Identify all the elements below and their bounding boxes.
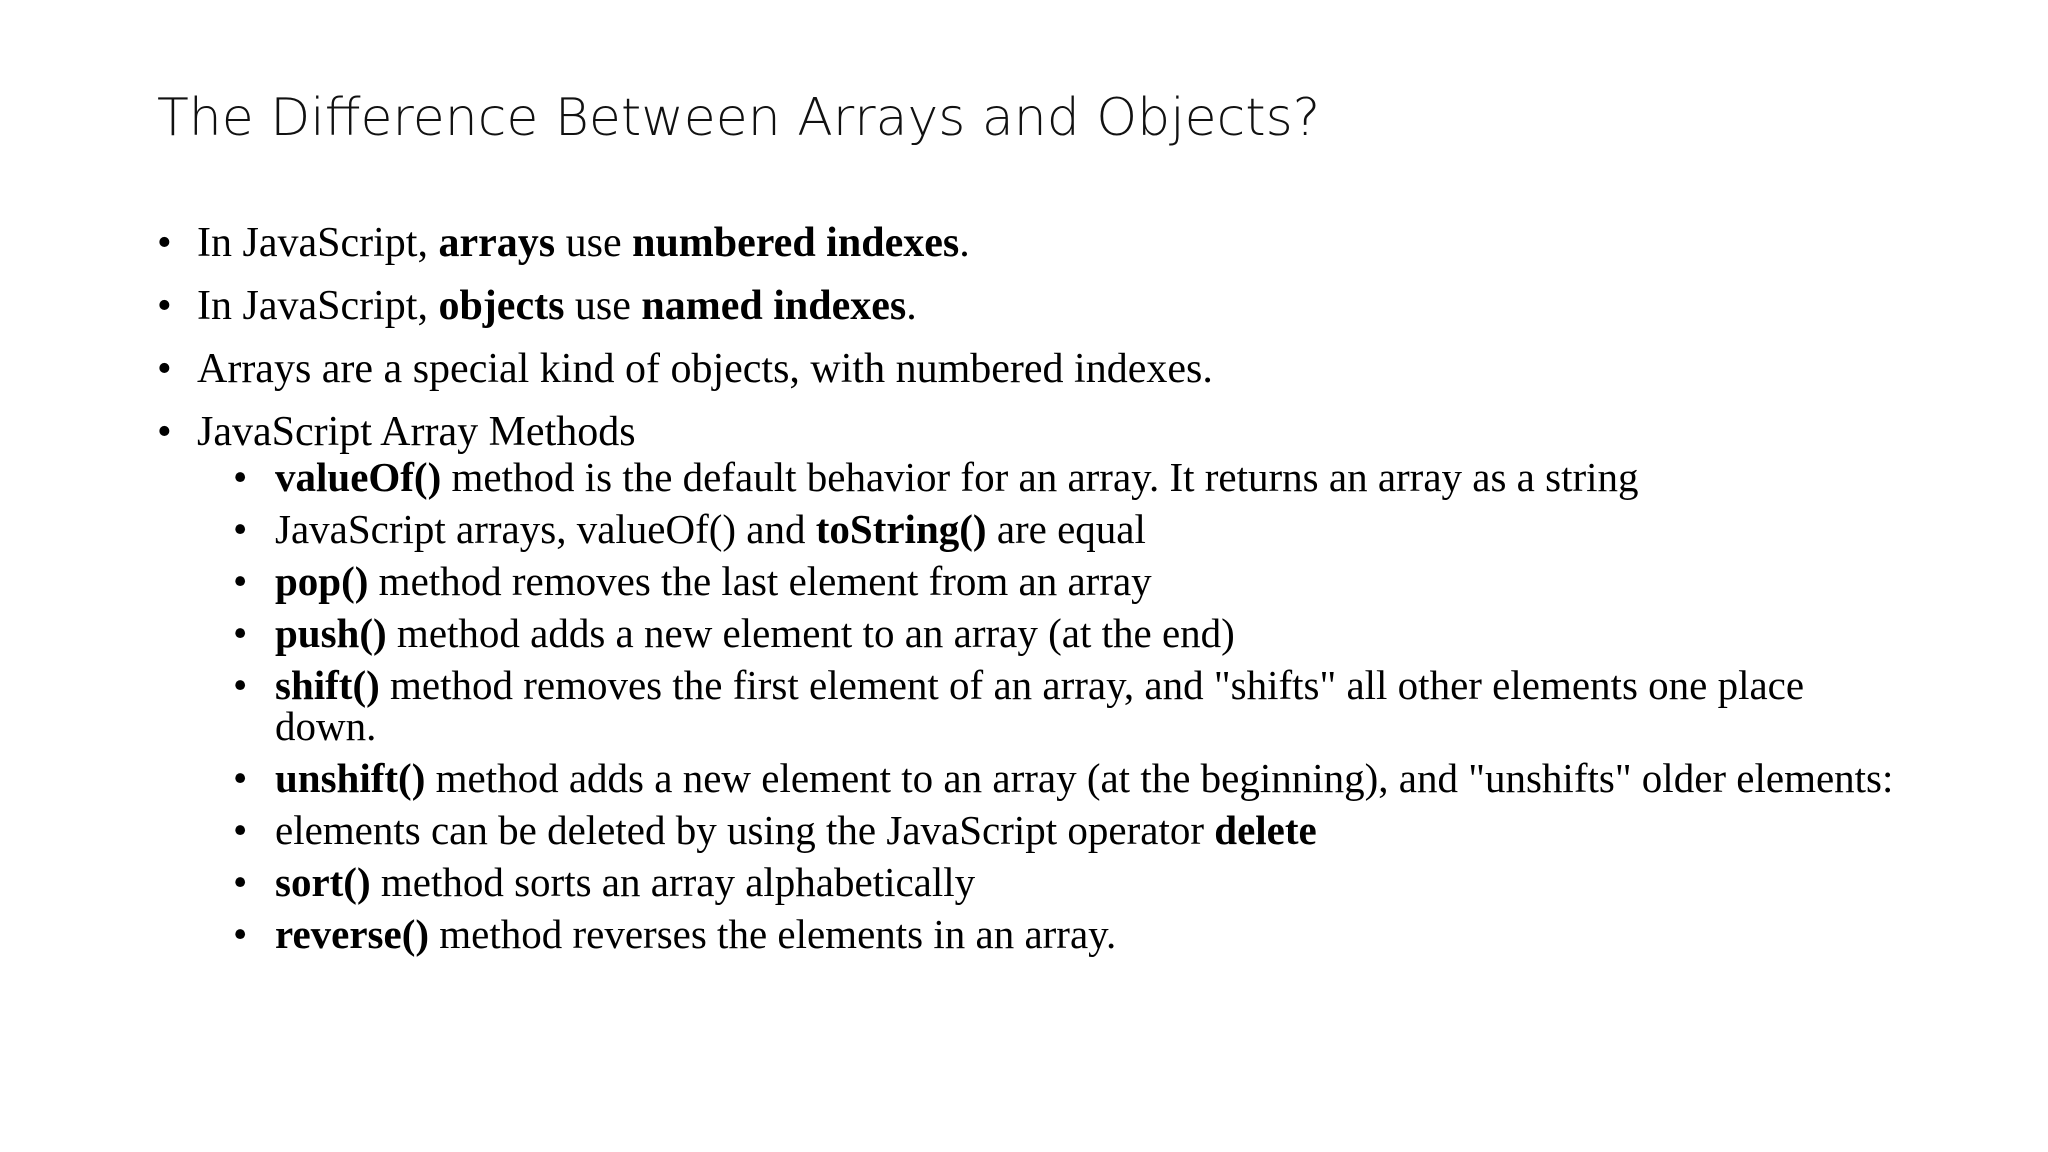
- method-item-valueof: [233, 454, 1915, 500]
- bullet-text: JavaScript Array Methods: [197, 409, 636, 455]
- method-description: are equal: [986, 506, 1146, 552]
- method-name: toString(): [815, 506, 987, 552]
- method-description: method is the default behavior for an array. It returns an array as a string: [441, 454, 1639, 500]
- method-description: method sorts an array alphabetically: [370, 859, 976, 905]
- methods-sublist: [233, 454, 1915, 957]
- method-item-delete: [233, 807, 1915, 853]
- bold-term: objects: [438, 283, 565, 329]
- slide-body: [155, 218, 1915, 968]
- method-description: method removes the first element of an array, and "shifts" all other elements one place down.: [275, 662, 1805, 749]
- method-description: method adds a new element to an array (at the end): [386, 610, 1235, 656]
- method-item-sort: [233, 859, 1915, 905]
- bullet-text: use: [555, 220, 633, 266]
- method-item-shift: [233, 662, 1915, 749]
- bullet-text: In JavaScript,: [197, 283, 439, 329]
- method-description: method removes the last element from an array: [368, 558, 1152, 604]
- bullet-objects-named-indexes: [155, 281, 1915, 331]
- slide-title: The Difference Between Arrays and Objects?: [157, 88, 1321, 148]
- method-item-reverse: [233, 911, 1915, 957]
- method-name: delete: [1214, 807, 1317, 853]
- method-item-unshift: [233, 755, 1915, 801]
- bold-term: named indexes: [641, 283, 907, 329]
- bullet-list: [155, 218, 1915, 955]
- bullet-text: use: [564, 283, 642, 329]
- method-name: valueOf(): [275, 454, 442, 500]
- method-name: shift(): [275, 662, 380, 708]
- bullet-text: In JavaScript,: [197, 220, 439, 266]
- method-item-push: [233, 610, 1915, 656]
- method-name: push(): [275, 610, 387, 656]
- method-description: method adds a new element to an array (at the beginning), and "unshifts" older elements:: [425, 755, 1894, 801]
- bold-term: numbered indexes: [632, 220, 960, 266]
- method-description: JavaScript arrays, valueOf() and: [275, 506, 816, 552]
- bullet-text: .: [906, 283, 917, 329]
- bullet-arrays-numbered-indexes: [155, 218, 1915, 268]
- method-item-pop: [233, 558, 1915, 604]
- method-name: unshift(): [275, 755, 426, 801]
- method-name: pop(): [275, 558, 369, 604]
- method-item-tostring: [233, 506, 1915, 552]
- method-description: method reverses the elements in an array.: [429, 911, 1117, 957]
- method-description: elements can be deleted by using the JavaScript operator: [275, 807, 1215, 853]
- method-name: sort(): [275, 859, 371, 905]
- method-name: reverse(): [275, 911, 430, 957]
- bullet-text: .: [959, 220, 970, 266]
- bullet-array-methods: [155, 407, 1915, 955]
- bullet-text: Arrays are a special kind of objects, with numbered indexes.: [197, 346, 1213, 392]
- bold-term: arrays: [438, 220, 556, 266]
- bullet-arrays-special-objects: [155, 344, 1915, 394]
